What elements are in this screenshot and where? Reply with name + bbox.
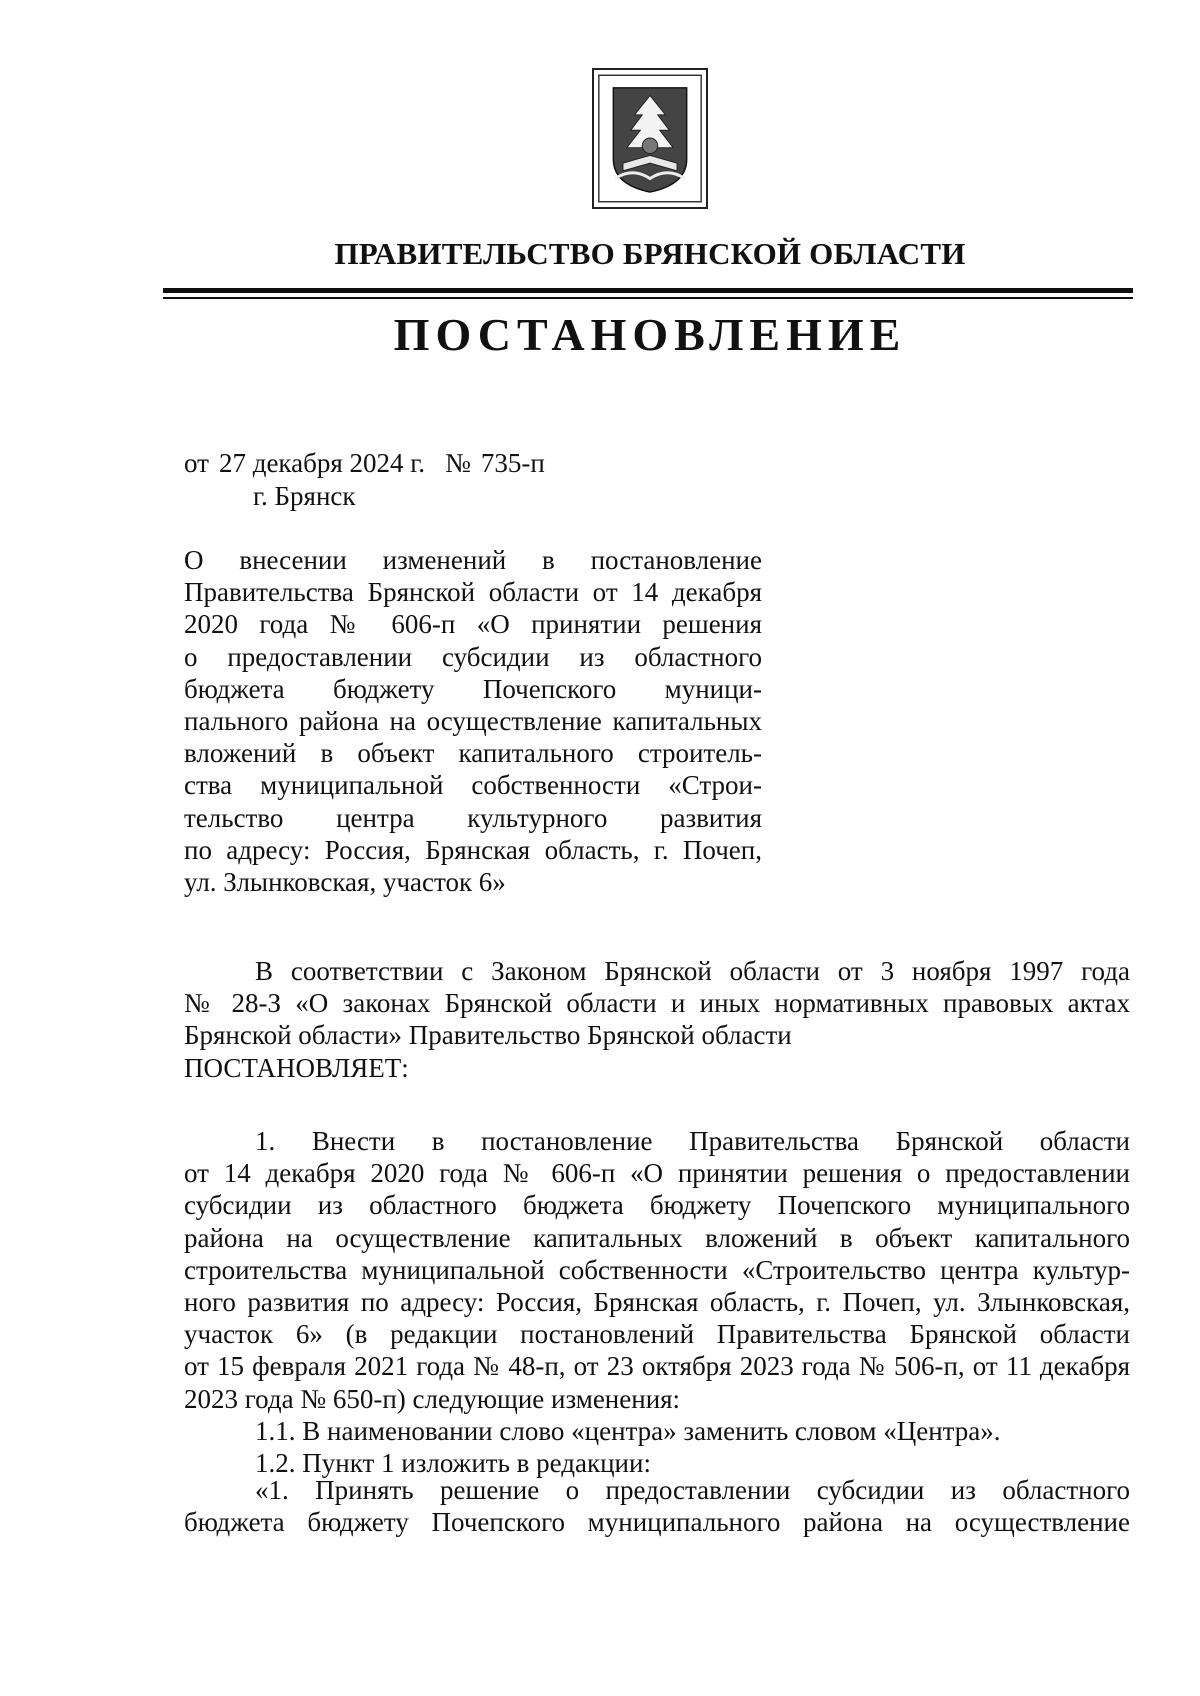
item-line: 2023 года № 650-п) следующие изменения: xyxy=(184,1383,681,1414)
item-line: субсидии из областного бюджета бюджету Почепского муниципального xyxy=(184,1190,1130,1221)
date-prefix: от xyxy=(184,448,209,478)
item-line: участок 6» (в редакции постановлений Правительства Брянской области xyxy=(184,1319,1130,1350)
item-line: района на осуществление капитальных вложений в объект капитального xyxy=(184,1222,1130,1253)
preamble-paragraph xyxy=(184,955,1130,1084)
item-line: от 14 декабря 2020 года № 606-п «О принятии решения о предоставлении xyxy=(184,1158,1130,1189)
quoted-item-paragraph xyxy=(184,1474,1130,1538)
preamble-line: В соответствии с Законом Брянской области от 3 ноября 1997 года xyxy=(255,956,1130,986)
subject-line: тельство центра культурного развития xyxy=(184,802,762,833)
document-place: г. Брянск xyxy=(253,481,356,511)
subject-line: по адресу: Россия, Брянская область, г. Почеп, xyxy=(184,834,762,865)
document-date-line xyxy=(184,447,545,479)
quote-line: бюджета бюджету Почепского муниципального района на осуществление xyxy=(184,1507,1130,1538)
document-date: 27 декабря 2024 г. xyxy=(218,448,426,478)
item-line: от 15 февраля 2021 года № 48-п, от 23 октября 2023 года № 506-п, от 11 декабря xyxy=(184,1351,1130,1382)
subject-line: вложений в объект капитального строитель- xyxy=(184,738,762,769)
header-rule-thin xyxy=(163,297,1133,299)
item-line: 1. Внести в постановление Правительства Брянской области xyxy=(255,1126,1130,1156)
coat-of-arms-icon xyxy=(592,68,708,209)
item-line: ного развития по адресу: Россия, Брянская область, г. Почеп, ул. Злынковская, xyxy=(184,1286,1130,1317)
document-number: 735-п xyxy=(480,448,545,478)
government-title: ПРАВИТЕЛЬСТВО БРЯНСКОЙ ОБЛАСТИ xyxy=(334,236,966,271)
subject-line: 2020 года № 606-п «О принятии решения xyxy=(184,609,762,640)
document-subject xyxy=(184,544,762,898)
subject-line: О внесении изменений в постановление xyxy=(184,545,762,575)
resolves-keyword: ПОСТАНОВЛЯЕТ: xyxy=(184,1052,409,1083)
preamble-line: № 28-З «О законах Брянской области и иных нормативных правовых актах xyxy=(184,988,1130,1019)
subject-line: бюджета бюджету Почепского муници- xyxy=(184,673,762,704)
document-type-title: ПОСТАНОВЛЕНИЕ xyxy=(393,309,907,360)
quote-line: «1. Принять решение о предоставлении субсидии из областного xyxy=(255,1475,1130,1505)
item-1-paragraph xyxy=(184,1125,1130,1479)
subject-line: Правительства Брянской области от 14 декабря xyxy=(184,577,762,608)
subject-line: о предоставлении субсидии из областного xyxy=(184,641,762,672)
preamble-line: Брянской области» Правительство Брянской области xyxy=(184,1020,792,1051)
subitem-1-2: 1.2. Пункт 1 изложить в редакции: xyxy=(255,1447,651,1478)
number-sign: № xyxy=(445,448,471,478)
item-line: строительства муниципальной собственности «Строительство центра культур- xyxy=(184,1254,1130,1285)
subject-line: ства муниципальной собственности «Строи- xyxy=(184,770,762,801)
header-rule-thick xyxy=(163,288,1133,293)
subject-line: пального района на осуществление капитальных xyxy=(184,705,762,736)
subject-line: ул. Злынковская, участок 6» xyxy=(184,866,506,897)
subitem-1-1: 1.1. В наименовании слово «центра» заменить словом «Центра». xyxy=(255,1415,1001,1446)
